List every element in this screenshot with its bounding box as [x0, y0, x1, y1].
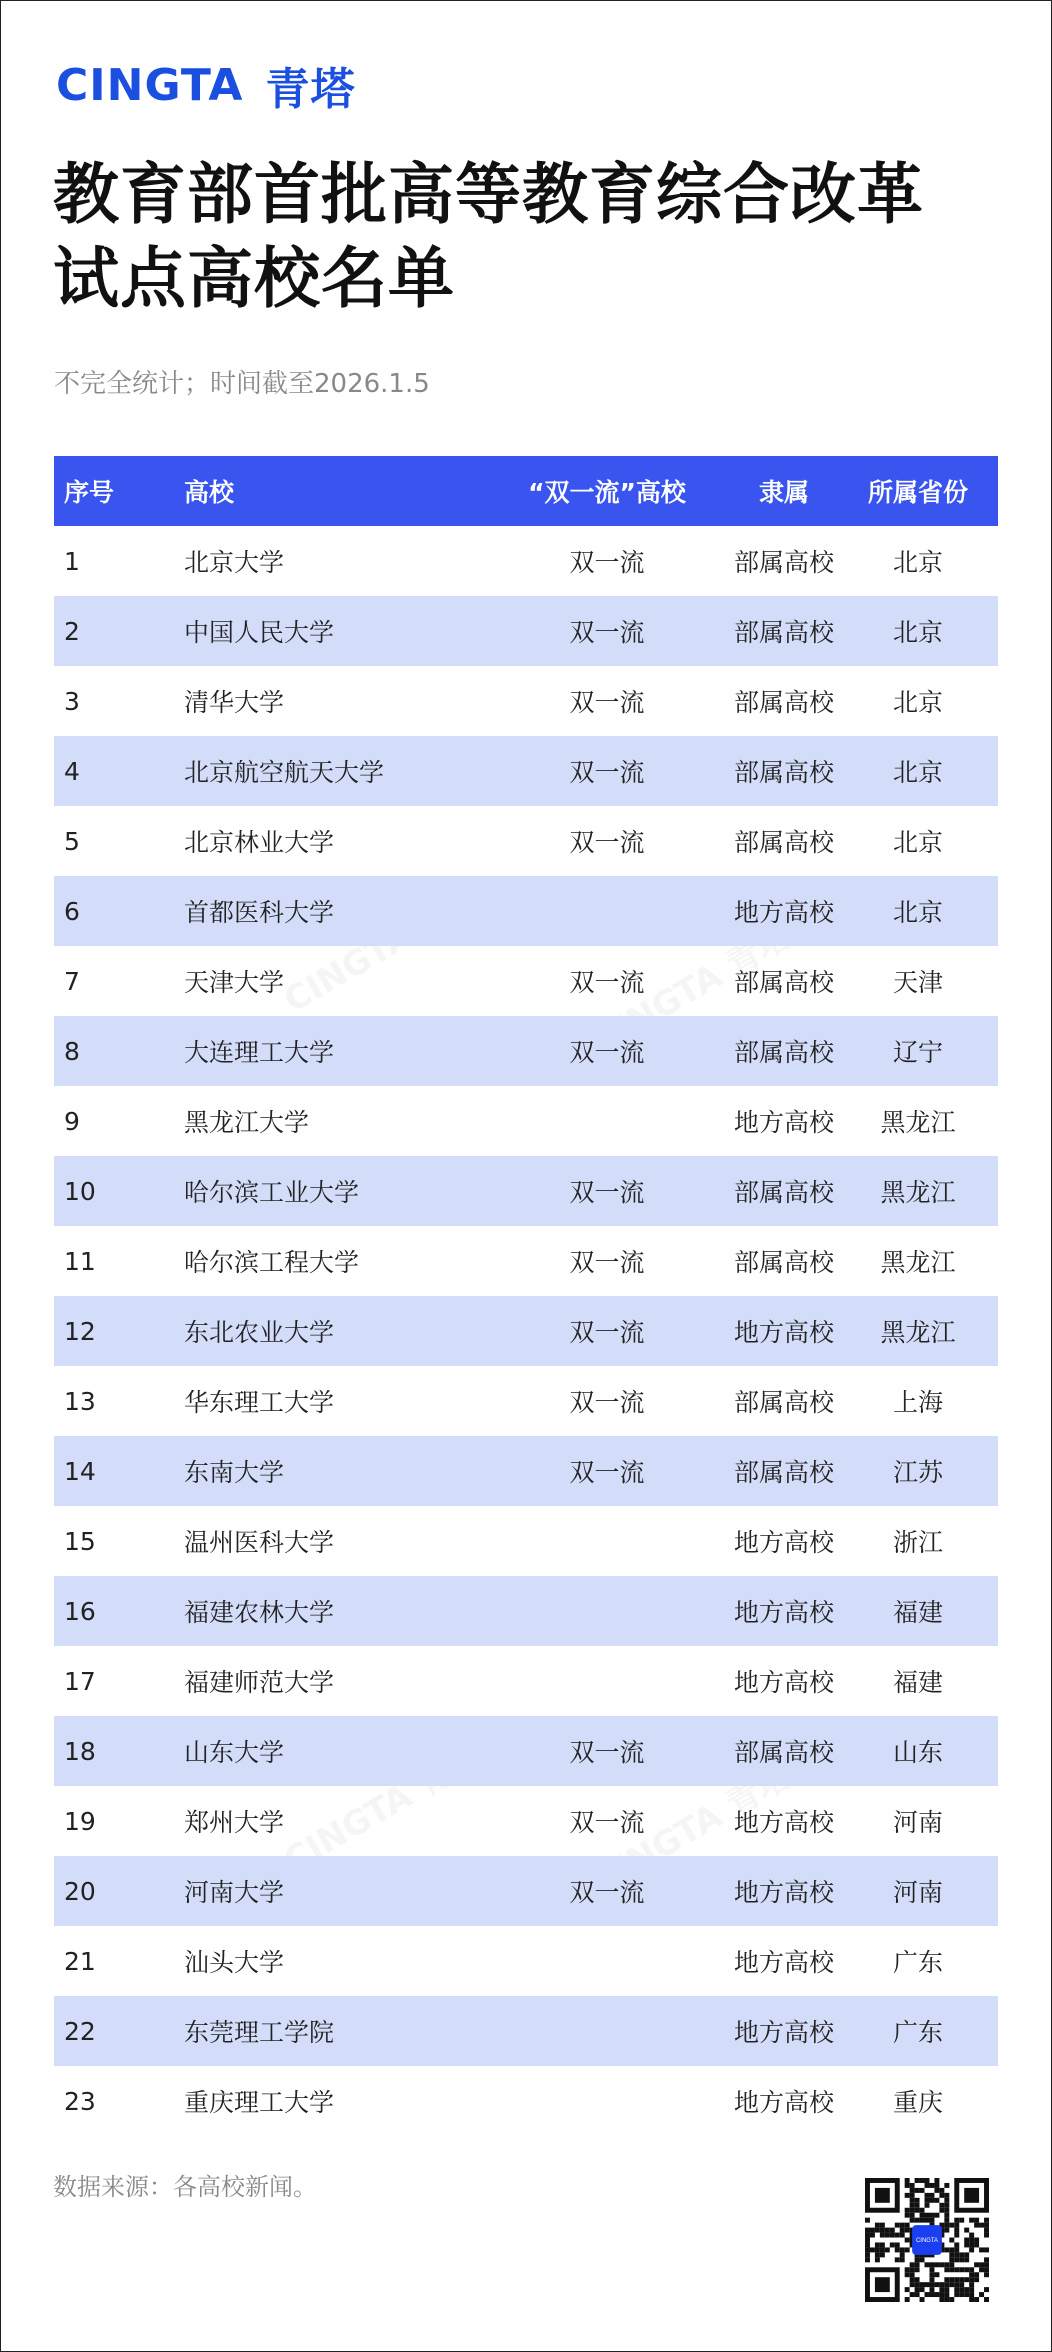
- table-row: [54, 1786, 998, 1856]
- cell-index: 19: [64, 1806, 96, 1836]
- cell-province: 天津: [892, 968, 943, 997]
- table-row: [54, 1576, 998, 1646]
- cell-province: 北京: [892, 898, 943, 927]
- table-row: [54, 1226, 998, 1296]
- table-row: [54, 666, 998, 736]
- data-source: 数据来源：各高校新闻。: [53, 2173, 317, 2201]
- page-title: [53, 153, 1013, 321]
- cell-university: 温州医科大学: [184, 1528, 335, 1557]
- cell-affiliation: 地方高校: [733, 1878, 834, 1907]
- cell-university: 东莞理工学院: [184, 2018, 335, 2047]
- cell-index: 7: [64, 966, 80, 996]
- cell-double-first-class: 双一流: [569, 548, 645, 577]
- table-row: [54, 1506, 998, 1576]
- cell-affiliation: 地方高校: [733, 2018, 834, 2047]
- cell-university: 北京航空航天大学: [184, 758, 385, 787]
- cell-affiliation: 地方高校: [733, 1808, 834, 1837]
- table-row: [54, 806, 998, 876]
- cell-university: 汕头大学: [184, 1948, 285, 1977]
- cell-index: 2: [64, 616, 80, 646]
- table-row: [54, 946, 998, 1016]
- cell-index: 15: [64, 1526, 96, 1556]
- table-row: [54, 1646, 998, 1716]
- cell-university: 黑龙江大学: [184, 1108, 310, 1137]
- title-line-1: 教育部首批高等教育综合改革: [53, 156, 924, 233]
- cell-province: 北京: [892, 688, 943, 717]
- cell-index: 10: [64, 1176, 96, 1206]
- cell-affiliation: 部属高校: [733, 968, 834, 997]
- cell-double-first-class: 双一流: [569, 1738, 645, 1767]
- table-row: [54, 596, 998, 666]
- cell-double-first-class: 双一流: [569, 1808, 645, 1837]
- table-header: [54, 456, 998, 526]
- cell-university: 山东大学: [184, 1738, 285, 1767]
- cell-affiliation: 部属高校: [733, 1388, 834, 1417]
- cell-university: 清华大学: [184, 688, 285, 717]
- cell-university: 福建农林大学: [184, 1598, 335, 1627]
- cell-province: 广东: [892, 2018, 943, 2047]
- header-index: 序号: [64, 478, 115, 507]
- cell-double-first-class: 双一流: [569, 1318, 645, 1347]
- cell-province: 浙江: [892, 1528, 943, 1557]
- cell-affiliation: 部属高校: [733, 1038, 834, 1067]
- table-row: [54, 1996, 998, 2066]
- cell-province: 黑龙江: [880, 1318, 956, 1347]
- universities-table: [54, 456, 998, 2136]
- cell-double-first-class: 双一流: [569, 758, 645, 787]
- cell-province: 河南: [892, 1808, 943, 1837]
- table-row: [54, 1156, 998, 1226]
- cell-province: 福建: [892, 1668, 943, 1697]
- qr-logo-text: CINGTA: [916, 2237, 938, 2244]
- cell-affiliation: 地方高校: [733, 1598, 834, 1627]
- logo-cn: 青塔: [265, 64, 356, 115]
- cell-affiliation: 地方高校: [733, 1948, 834, 1977]
- cell-double-first-class: 双一流: [569, 968, 645, 997]
- cell-province: 黑龙江: [880, 1108, 956, 1137]
- cell-university: 东北农业大学: [184, 1318, 335, 1347]
- table-row: [54, 876, 998, 946]
- cell-double-first-class: 双一流: [569, 1038, 645, 1067]
- cell-university: 河南大学: [184, 1878, 285, 1907]
- cell-affiliation: 地方高校: [733, 898, 834, 927]
- cell-university: 大连理工大学: [184, 1038, 335, 1067]
- cell-index: 20: [64, 1876, 96, 1906]
- cell-university: 东南大学: [184, 1458, 285, 1487]
- table-row: [54, 1086, 998, 1156]
- qr-code: [865, 2177, 989, 2303]
- cell-university: 重庆理工大学: [184, 2088, 335, 2117]
- cell-index: 17: [64, 1666, 96, 1696]
- table-row: [54, 736, 998, 806]
- cell-index: 1: [64, 546, 80, 576]
- subtitle: 不完全统计；时间截至2026.1.5: [54, 369, 430, 399]
- cell-index: 5: [64, 826, 80, 856]
- cell-double-first-class: 双一流: [569, 1178, 645, 1207]
- cell-index: 16: [64, 1596, 96, 1626]
- cell-affiliation: 部属高校: [733, 1178, 834, 1207]
- cell-province: 北京: [892, 618, 943, 647]
- cell-province: 北京: [892, 548, 943, 577]
- cell-affiliation: 部属高校: [733, 1458, 834, 1487]
- cell-province: 河南: [892, 1878, 943, 1907]
- table-row: [54, 1926, 998, 1996]
- cell-province: 黑龙江: [880, 1248, 956, 1277]
- cell-index: 23: [64, 2086, 96, 2116]
- title-line-2: 试点高校名单: [53, 240, 455, 317]
- cell-index: 8: [64, 1036, 80, 1066]
- table-row: [54, 1016, 998, 1086]
- table-row: [54, 1436, 998, 1506]
- header-province: 所属省份: [867, 478, 968, 507]
- cell-affiliation: 地方高校: [733, 1318, 834, 1347]
- cell-double-first-class: 双一流: [569, 1248, 645, 1277]
- cell-university: 首都医科大学: [184, 898, 335, 927]
- cell-index: 22: [64, 2016, 96, 2046]
- table-row: [54, 1716, 998, 1786]
- cell-affiliation: 部属高校: [733, 758, 834, 787]
- cell-affiliation: 部属高校: [733, 548, 834, 577]
- cell-province: 北京: [892, 828, 943, 857]
- cell-university: 福建师范大学: [184, 1668, 335, 1697]
- cell-province: 上海: [892, 1388, 943, 1417]
- cell-university: 郑州大学: [184, 1808, 285, 1837]
- header-affiliation: 隶属: [758, 478, 809, 507]
- cell-university: 哈尔滨工程大学: [184, 1248, 360, 1277]
- cell-province: 黑龙江: [880, 1178, 956, 1207]
- cell-affiliation: 部属高校: [733, 1248, 834, 1277]
- cell-province: 辽宁: [892, 1038, 943, 1067]
- cell-province: 重庆: [892, 2088, 943, 2117]
- table-row: [54, 2066, 998, 2136]
- cell-index: 6: [64, 896, 80, 926]
- cell-university: 天津大学: [184, 968, 285, 997]
- cell-index: 12: [64, 1316, 96, 1346]
- cell-index: 11: [64, 1246, 96, 1276]
- cell-university: 北京大学: [184, 548, 285, 577]
- cell-affiliation: 部属高校: [733, 828, 834, 857]
- cell-double-first-class: 双一流: [569, 618, 645, 647]
- cell-affiliation: 部属高校: [733, 1738, 834, 1767]
- cell-province: 广东: [892, 1948, 943, 1977]
- cell-province: 江苏: [892, 1458, 943, 1487]
- cell-university: 哈尔滨工业大学: [184, 1178, 360, 1207]
- cell-index: 3: [64, 686, 80, 716]
- cell-index: 21: [64, 1946, 96, 1976]
- cell-index: 13: [64, 1386, 96, 1416]
- logo-en: CINGTA: [56, 59, 244, 111]
- table-row: [54, 526, 998, 596]
- cell-affiliation: 地方高校: [733, 1668, 834, 1697]
- table-row: [54, 1366, 998, 1436]
- brand-logo: [56, 53, 355, 117]
- cell-affiliation: 部属高校: [733, 688, 834, 717]
- cell-university: 北京林业大学: [184, 828, 335, 857]
- cell-index: 14: [64, 1456, 96, 1486]
- table-row: [54, 1856, 998, 1926]
- cell-index: 9: [64, 1106, 80, 1136]
- cell-affiliation: 地方高校: [733, 2088, 834, 2117]
- header-double-first-class: “双一流”高校: [528, 478, 686, 507]
- cell-affiliation: 地方高校: [733, 1528, 834, 1557]
- cell-university: 华东理工大学: [184, 1388, 335, 1417]
- cell-index: 18: [64, 1736, 96, 1766]
- cell-province: 北京: [892, 758, 943, 787]
- cell-double-first-class: 双一流: [569, 688, 645, 717]
- cell-affiliation: 部属高校: [733, 618, 834, 647]
- cell-province: 福建: [892, 1598, 943, 1627]
- cell-affiliation: 地方高校: [733, 1108, 834, 1137]
- cell-double-first-class: 双一流: [569, 828, 645, 857]
- cell-university: 中国人民大学: [184, 618, 335, 647]
- table-row: [54, 1296, 998, 1366]
- cell-double-first-class: 双一流: [569, 1458, 645, 1487]
- header-university: 高校: [184, 478, 235, 507]
- cell-double-first-class: 双一流: [569, 1388, 645, 1417]
- cell-index: 4: [64, 756, 80, 786]
- cell-double-first-class: 双一流: [569, 1878, 645, 1907]
- cell-province: 山东: [892, 1738, 943, 1767]
